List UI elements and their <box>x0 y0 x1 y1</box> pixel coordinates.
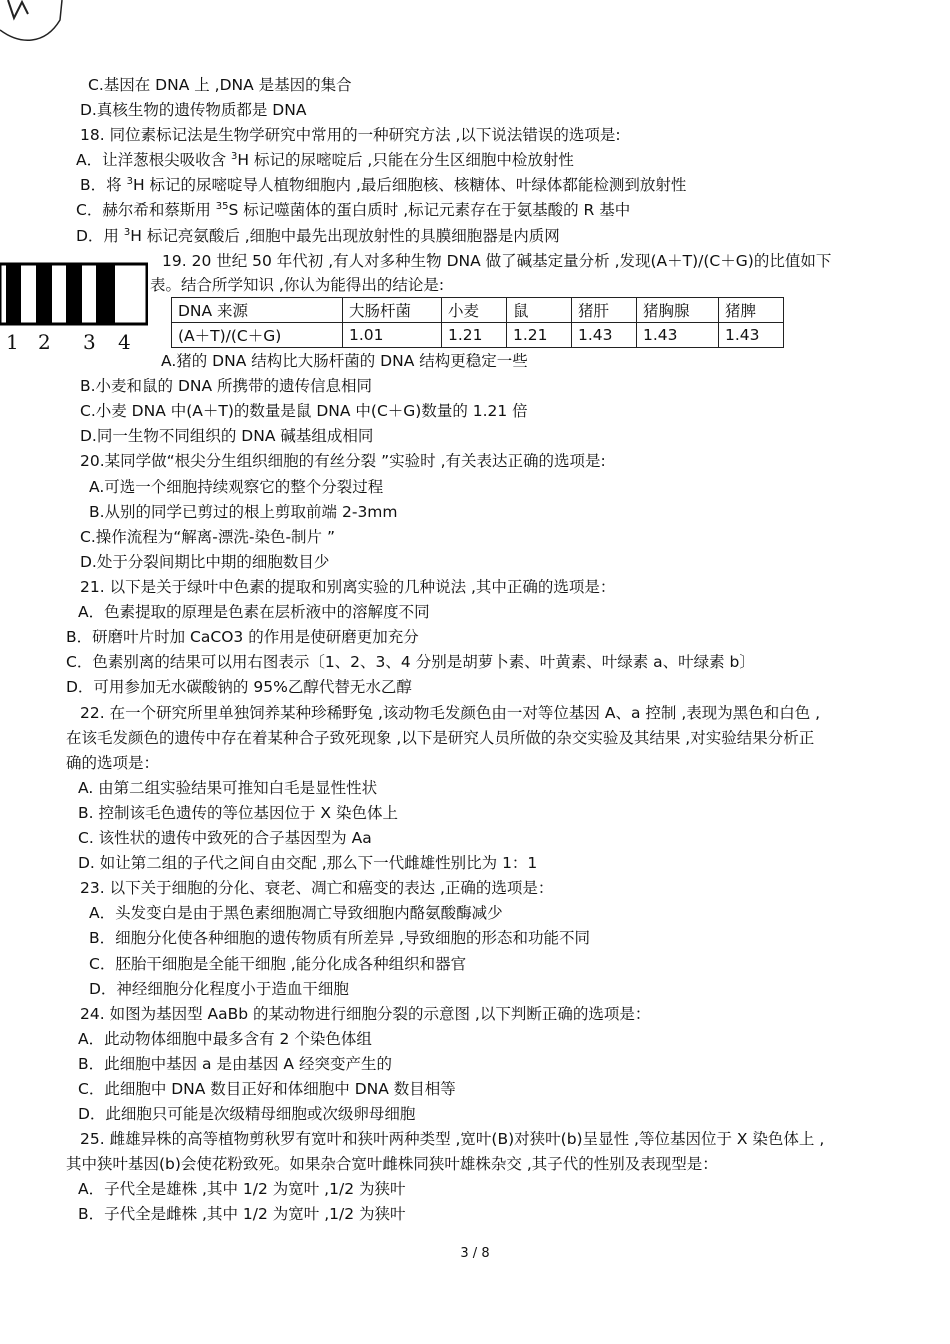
text-line: C．此细胞中 DNA 数目正好和体细胞中 DNA 数目相等 <box>78 1080 456 1098</box>
band-label: 3 <box>83 330 96 354</box>
table-cell: 1.21 <box>442 323 507 348</box>
text-line: 确的选项是： <box>66 754 160 772</box>
text-line: C.操作流程为“解离-漂洗-染色-制片 ” <box>80 528 336 546</box>
table-cell: (A＋T)/(C＋G) <box>172 323 343 348</box>
text-line: D．神经细胞分化程度小于造血干细胞 <box>89 980 349 998</box>
text-line: D.处于分裂间期比中期的细胞数目少 <box>80 553 330 571</box>
question-21: 21. 以下是关于绿叶中色素的提取和别离实验的几种说法 ,其中正确的选项是： <box>80 578 616 596</box>
table-row <box>172 298 784 323</box>
table-cell: 大肠杆菌 <box>343 298 442 323</box>
page-number: 3 / 8 <box>460 1246 490 1261</box>
text-line: B．研磨叶片时加 CaCO3 的作用是使研磨更加充分 <box>66 628 419 646</box>
question-19: 19. 20 世纪 50 年代初 ,有人对多种生物 DNA 做了碱基定量分析 ,发现(A＋T)/(C＋G)的比值如下 <box>162 252 832 270</box>
table-cell: 1.43 <box>572 323 637 348</box>
text-line: C．色素别离的结果可以用右图表示〔1、2、3、4 分别是胡萝卜素、叶黄素、叶绿素 a、叶绿素 b〕 <box>66 653 755 671</box>
text-line: B．将 $^3$H 标记的尿嘧啶导人植物细胞内 ,最后细胞核、核糖体、叶绿体都能检测到放射性 <box>80 176 687 194</box>
text-line: B．细胞分化使各种细胞的遗传物质有所差异 ,导致细胞的形态和功能不同 <box>89 929 590 947</box>
band-2 <box>36 264 52 324</box>
text-line: 其中狭叶基因(b)会使花粉致死。如果杂合宽叶雌株同狭叶雄株杂交 ,其子代的性别及表现型是： <box>66 1155 718 1173</box>
text-line: C．赫尔希和蔡斯用 $^{35}$S 标记噬菌体的蛋白质时 ,标记元素存在于氨基酸的 R 基中 <box>76 201 631 219</box>
table-cell: 1.43 <box>637 323 719 348</box>
question-25: 25. 雌雄异株的高等植物剪秋罗有宽叶和狭叶两种类型 ,宽叶(B)对狭叶(b)呈显性 ,等位基因位于 X 染色体上 , <box>80 1130 825 1148</box>
text-line: A．此动物体细胞中最多含有 2 个染色体组 <box>78 1030 372 1048</box>
table-cell: 1.01 <box>343 323 442 348</box>
table-cell: DNA 来源 <box>172 298 343 323</box>
question-18: 18. 同位素标记法是生物学研究中常用的一种研究方法 ,以下说法错误的选项是: <box>80 126 621 144</box>
text-line: A．色素提取的原理是色素在层析液中的溶解度不同 <box>78 603 430 621</box>
band-label: 2 <box>38 330 51 354</box>
question-24: 24. 如图为基因型 AaBb 的某动物进行细胞分裂的示意图 ,以下判断正确的选项是： <box>80 1005 651 1023</box>
text-line: A．子代全是雄株 ,其中 1/2 为宽叶 ,1/2 为狭叶 <box>78 1180 406 1198</box>
table-cell: 猪肝 <box>572 298 637 323</box>
text-line: A．头发变白是由于黑色素细胞凋亡导致细胞内酪氨酸酶减少 <box>89 904 503 922</box>
question-22: 22. 在一个研究所里单独饲养某种珍稀野兔 ,该动物毛发颜色由一对等位基因 A、a 控制 ,表现为黑色和白色 , <box>80 704 821 722</box>
text-line: D．用 $^3$H 标记亮氨酸后 ,细胞中最先出现放射性的具膜细胞器是内质网 <box>76 227 560 245</box>
table-row <box>172 323 784 348</box>
table-cell: 1.21 <box>507 323 572 348</box>
table-cell: 鼠 <box>507 298 572 323</box>
text-line: A．让洋葱根尖吸收含 $^3$H 标记的尿嘧啶后 ,只能在分生区细胞中检放射性 <box>76 151 574 169</box>
corner-drawing <box>0 0 70 60</box>
text-line: C．胚胎干细胞是全能干细胞 ,能分化成各种组织和器官 <box>89 955 467 973</box>
band-label: 4 <box>118 330 131 354</box>
text-line: C.小麦 DNA 中(A＋T)的数量是鼠 DNA 中(C＋G)数量的 1.21 倍 <box>80 402 528 420</box>
text-line: D. 如让第二组的子代之间自由交配 ,那么下一代雌雄性别比为 1：1 <box>78 854 538 872</box>
text-line: D.同一生物不同组织的 DNA 碱基组成相同 <box>80 427 374 445</box>
table-cell: 猪脾 <box>719 298 784 323</box>
text-line: B. 控制该毛色遗传的等位基因位于 X 染色体上 <box>78 804 398 822</box>
band-1 <box>6 264 21 324</box>
text-line: C.基因在 DNA 上 ,DNA 是基因的集合 <box>88 76 352 94</box>
question-23: 23. 以下关于细胞的分化、衰老、凋亡和癌变的表达 ,正确的选项是： <box>80 879 554 897</box>
question-20: 20.某同学做“根尖分生组织细胞的有丝分裂 ”实验时 ,有关表达正确的选项是: <box>80 452 606 470</box>
text-line: B．子代全是雌株 ,其中 1/2 为宽叶 ,1/2 为狭叶 <box>78 1205 406 1223</box>
text-line: B．此细胞中基因 a 是由基因 A 经突变产生的 <box>78 1055 392 1073</box>
text-line: C. 该性状的遗传中致死的合子基因型为 Aa <box>78 829 372 847</box>
table-cell: 1.43 <box>719 323 784 348</box>
text-line: D.真核生物的遗传物质都是 DNA <box>80 101 307 119</box>
dna-ratio-table <box>171 297 784 348</box>
text-line: 在该毛发颜色的遗传中存在着某种合子致死现象 ,以下是研究人员所做的杂交实验及其结果 ,对实验结果分析正 <box>66 729 815 747</box>
text-line: A.猪的 DNA 结构比大肠杆菌的 DNA 结构更稳定一些 <box>161 352 528 370</box>
table-cell: 猪胸腺 <box>637 298 719 323</box>
text-line: D．此细胞只可能是次级精母细胞或次级卵母细胞 <box>78 1105 416 1123</box>
band-3 <box>66 264 82 324</box>
text-line: 表。结合所学知识 ,你认为能得出的结论是: <box>150 276 445 294</box>
chromatography-bands-figure <box>0 262 148 328</box>
table-cell: 小麦 <box>442 298 507 323</box>
text-line: B.小麦和鼠的 DNA 所携带的遗传信息相同 <box>80 377 373 395</box>
text-line: B.从别的同学已剪过的根上剪取前端 2-3mm <box>89 503 398 521</box>
text-line: D．可用参加无水碳酸钠的 95%乙醇代替无水乙醇 <box>66 678 412 696</box>
text-line: A.可选一个细胞持续观察它的整个分裂过程 <box>89 478 384 496</box>
band-4 <box>96 264 115 324</box>
text-line: A. 由第二组实验结果可推知白毛是显性性状 <box>78 779 378 797</box>
band-label: 1 <box>6 330 19 354</box>
